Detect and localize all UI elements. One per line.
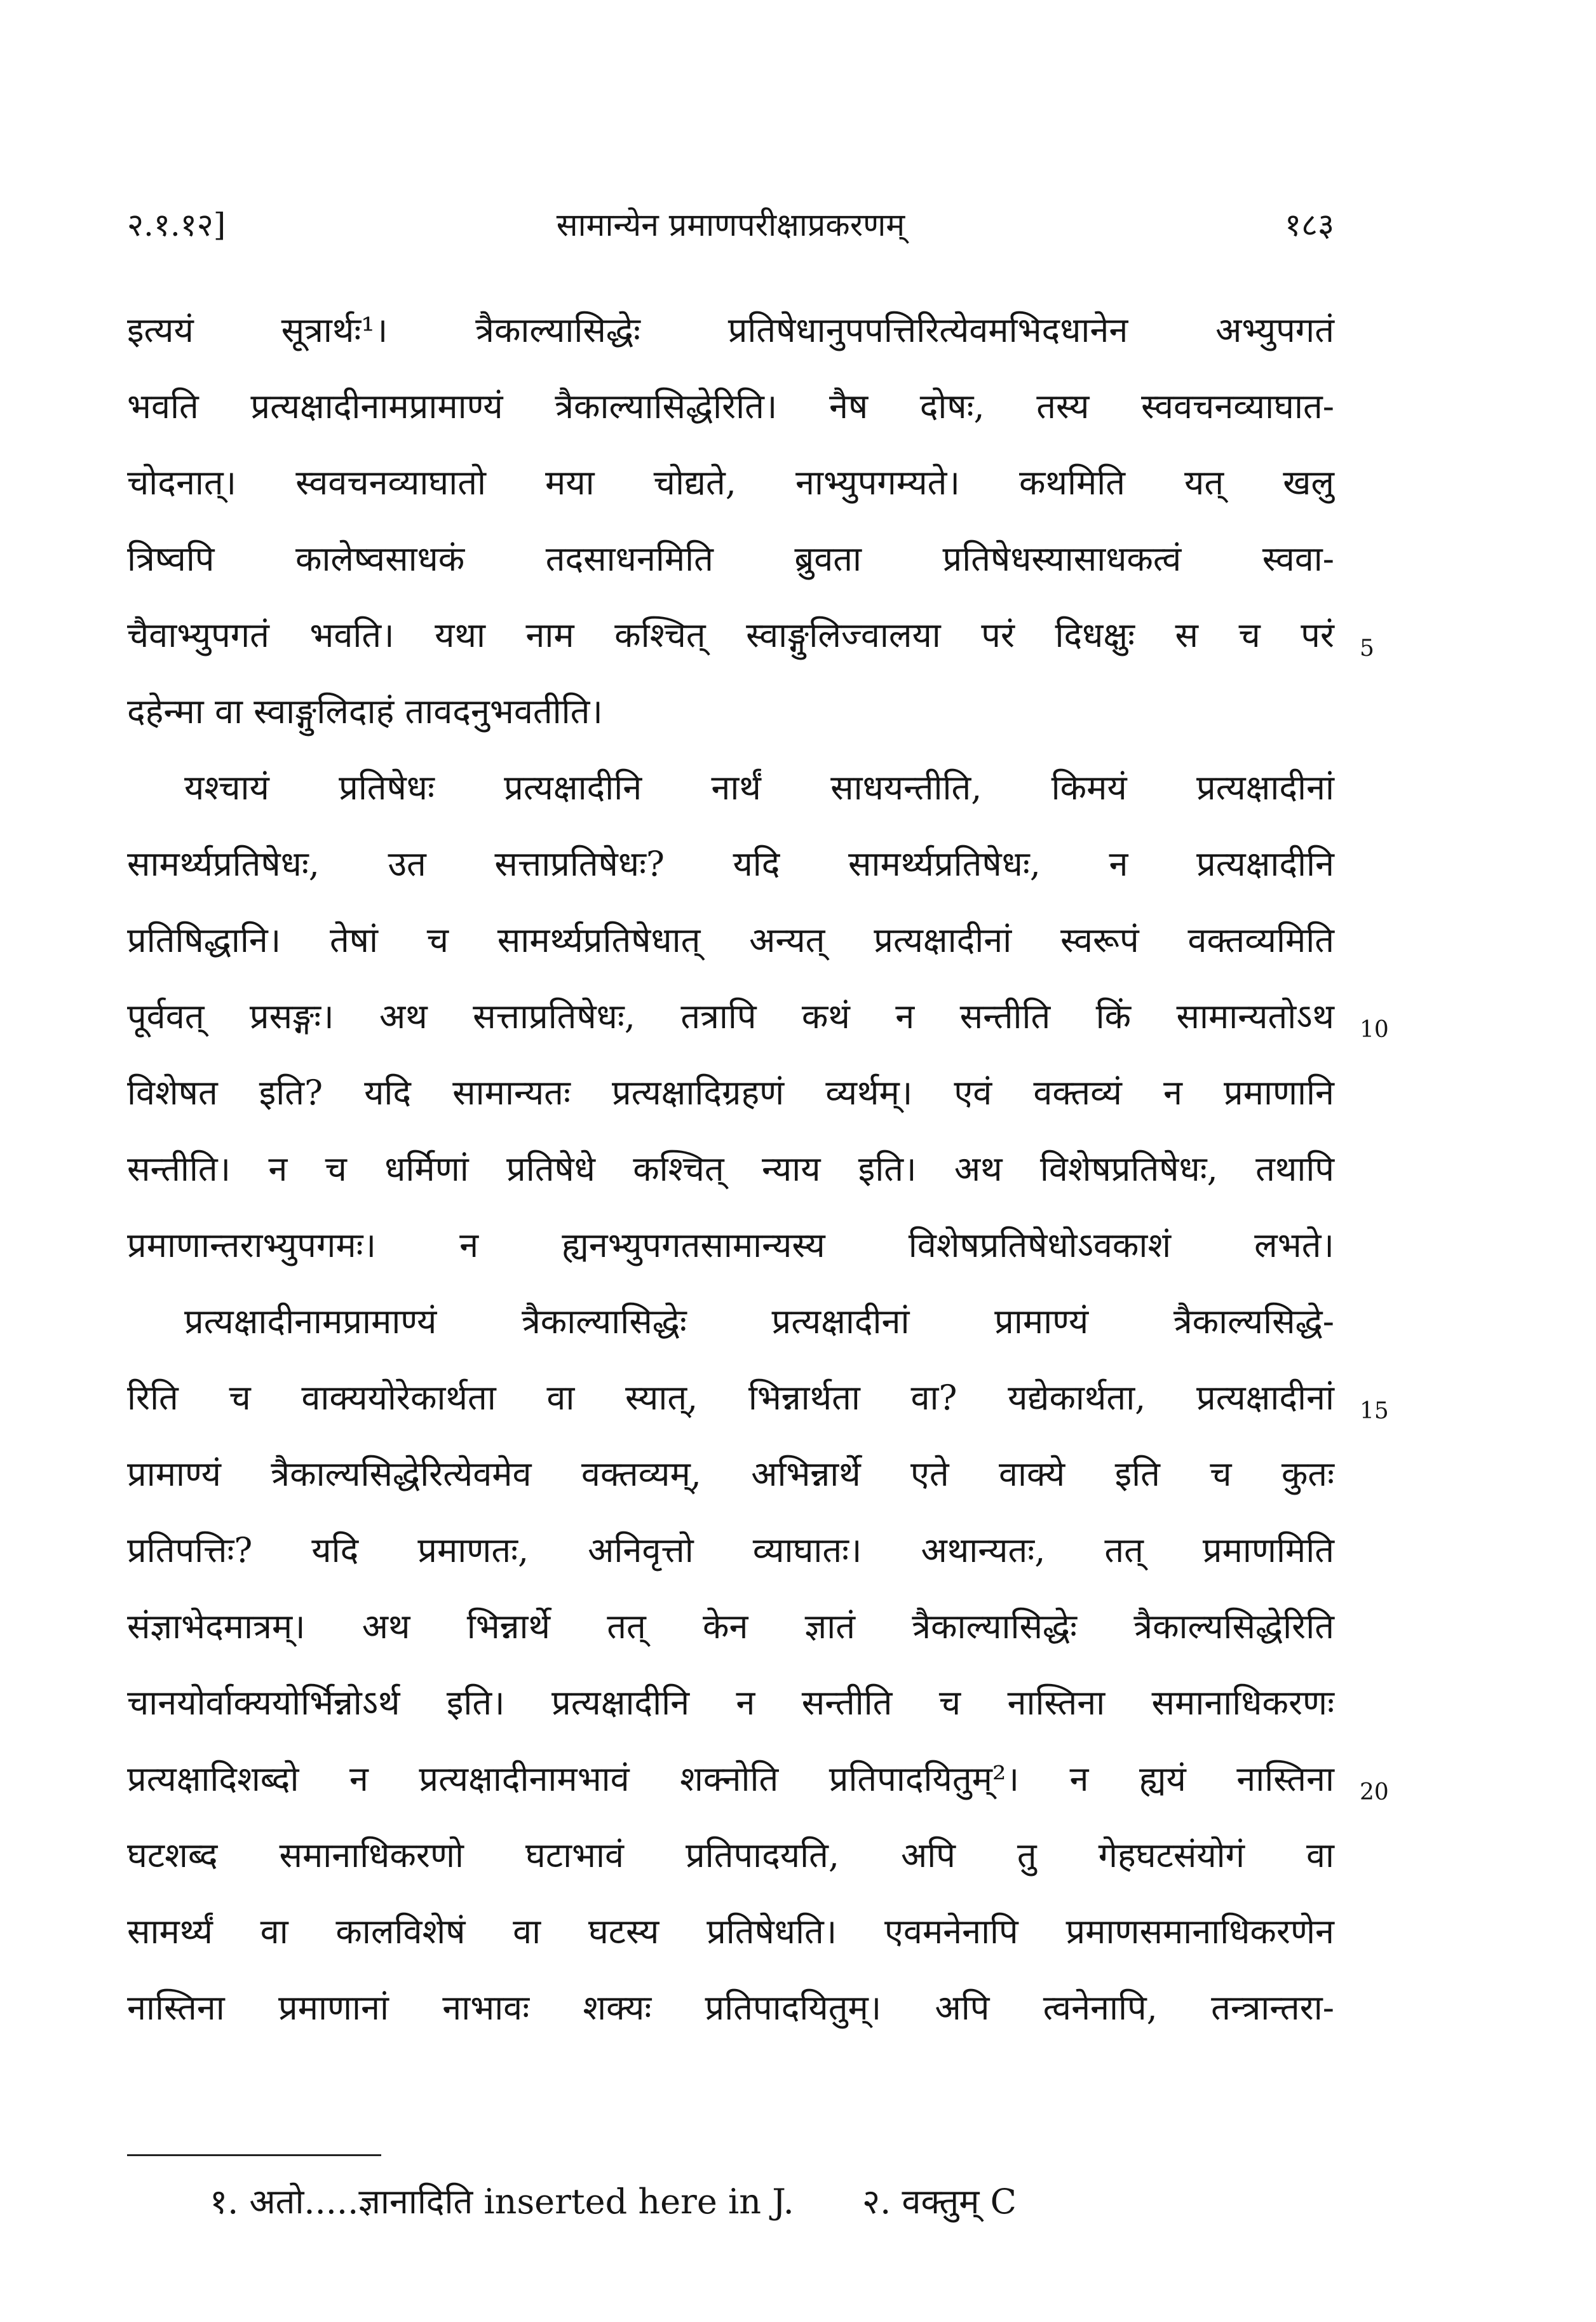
paragraph-3 xyxy=(127,1284,1334,2046)
line-number: 15 xyxy=(1360,1398,1389,1424)
footnotes xyxy=(210,2176,1074,2224)
paragraph-2 xyxy=(127,750,1334,1284)
text-line: सामर्थ्यप्रतिषेधः, उत सत्ताप्रतिषेधः? यदि सामर्थ्यप्रतिषेधः, न प्रत्यक्षादीनि xyxy=(127,844,1334,884)
text-line: यश्चायं प्रतिषेधः प्रत्यक्षादीनि नार्थं साधयन्तीति, किमयं प्रत्यक्षादीनां xyxy=(184,768,1334,808)
text-line: पूर्ववत् प्रसङ्गः। अथ सत्ताप्रतिषेधः, तत्रापि कथं न सन्तीति किं सामान्यतोऽथ xyxy=(127,996,1334,1036)
text-line: घटशब्द समानाधिकरणो घटाभावं प्रतिपादयति, अपि तु गेहघटसंयोगं वा xyxy=(127,1835,1334,1875)
text-line: प्रत्यक्षादिशब्दो न प्रत्यक्षादीनामभावं शक्नोति प्रतिपादयितुम्²। न ह्ययं नास्तिना xyxy=(127,1759,1334,1799)
text-line: प्रतिषिद्धानि। तेषां च सामर्थ्यप्रतिषेधात् अन्यत् प्रत्यक्षादीनां स्वरूपं वक्तव्यमिति xyxy=(127,920,1334,960)
text-line: चानयोर्वाक्ययोर्भिन्नोऽर्थ इति। प्रत्यक्षादीनि न सन्तीति च नास्तिना समानाधिकरणः xyxy=(127,1683,1334,1723)
footnote-divider xyxy=(127,2154,381,2156)
text-line: त्रिष्वपि कालेष्वसाधकं तदसाधनमिति ब्रुवता प्रतिषेधस्यासाधकत्वं स्ववा- xyxy=(127,539,1334,579)
section-reference: २.१.१२] xyxy=(127,207,226,243)
text-line: सामर्थ्यं वा कालविशेषं वा घटस्य प्रतिषेधति। एवमनेनापि प्रमाणसमानाधिकरणेन xyxy=(127,1911,1334,1952)
page-number: १८३ xyxy=(1285,207,1334,243)
text-line: चैवाभ्युपगतं भवति। यथा नाम कश्चित् स्वाङ्गुलिज्वालया परं दिधक्षुः स च परं xyxy=(127,615,1334,655)
chapter-title: सामान्येन प्रमाणपरीक्षाप्रकरणम् xyxy=(556,207,905,243)
text-line: चोदनात्। स्ववचनव्याघातो मया चोद्यते, नाभ्युपगम्यते। कथमिति यत् खलु xyxy=(127,463,1334,503)
text-line: विशेषत इति? यदि सामान्यतः प्रत्यक्षादिग्रहणं व्यर्थम्। एवं वक्तव्यं न प्रमाणानि xyxy=(127,1073,1334,1113)
text-line: प्रामाण्यं त्रैकाल्यसिद्धेरित्येवमेव वक्तव्यम्, अभिन्नार्थे एते वाक्ये इति च कुतः xyxy=(127,1454,1334,1494)
line-number: 10 xyxy=(1360,1017,1389,1043)
text-line: सन्तीति। न च धर्मिणां प्रतिषेधे कश्चित् न्याय इति। अथ विशेषप्रतिषेधः, तथापि xyxy=(127,1149,1334,1189)
text-line: नास्तिना प्रमाणानां नाभावः शक्यः प्रतिपादयितुम्। अपि त्वनेनापि, तन्त्रान्तरा- xyxy=(127,1988,1334,2028)
body-text xyxy=(127,292,1334,2046)
text-line: भवति प्रत्यक्षादीनामप्रामाण्यं त्रैकाल्यासिद्धेरिति। नैष दोषः, तस्य स्ववचनव्याघात- xyxy=(127,386,1334,426)
line-number: 5 xyxy=(1360,635,1374,662)
paragraph-1 xyxy=(127,292,1334,750)
text-line: प्रतिपत्तिः? यदि प्रमाणतः, अनिवृत्तो व्याघातः। अथान्यतः, तत् प्रमाणमिति xyxy=(127,1530,1334,1570)
text-line: संज्ञाभेदमात्रम्। अथ भिन्नार्थे तत् केन ज्ञातं त्रैकाल्यासिद्धेः त्रैकाल्यसिद्धेरिति xyxy=(127,1606,1334,1646)
text-line: रिति च वाक्ययोरेकार्थता वा स्यात्, भिन्नार्थता वा? यद्येकार्थता, प्रत्यक्षादीनां xyxy=(127,1378,1334,1418)
text-line: प्रमाणान्तराभ्युपगमः। न ह्यनभ्युपगतसामान्यस्य विशेषप्रतिषेधोऽवकाशं लभते। xyxy=(127,1225,1334,1265)
text-line: दहेन्मा वा स्वाङ्गुलिदाहं तावदनुभवतीति। xyxy=(127,691,603,731)
footnote-2: २. वक्तुम् C xyxy=(862,2182,1017,2222)
text-line: प्रत्यक्षादीनामप्रामाण्यं त्रैकाल्यासिद्धेः प्रत्यक्षादीनां प्रामाण्यं त्रैकाल्यसिद्धे- xyxy=(184,1301,1334,1341)
line-number: 20 xyxy=(1360,1779,1389,1805)
text-line: इत्ययं सूत्रार्थः¹। त्रैकाल्यासिद्धेः प्रतिषेधानुपपत्तिरित्येवमभिदधानेन अभ्युपगतं xyxy=(127,310,1334,350)
footnote-1: १. अतो.....ज्ञानादिति inserted here in J. xyxy=(210,2182,794,2222)
running-head xyxy=(127,202,1334,253)
